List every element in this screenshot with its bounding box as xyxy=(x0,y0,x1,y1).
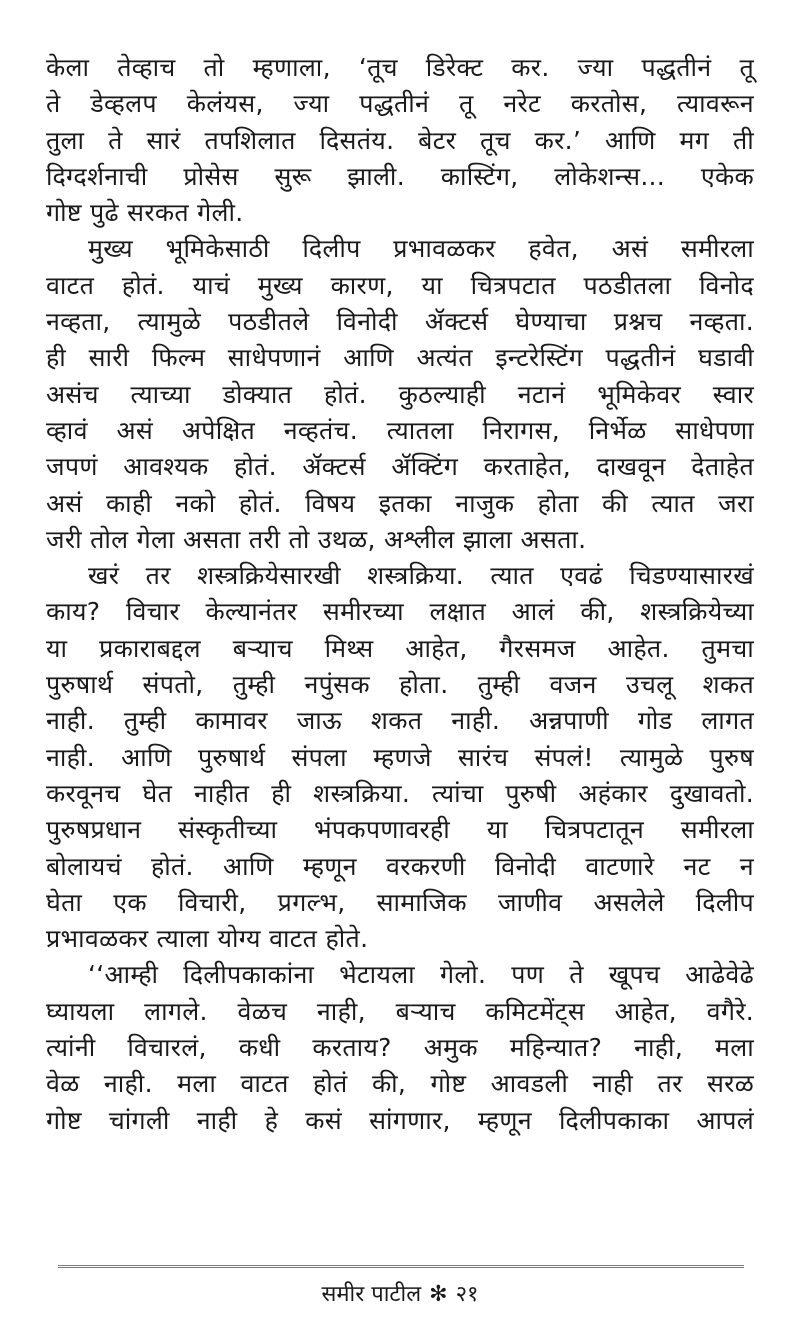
asterisk-icon: ✻ xyxy=(429,1282,448,1307)
text-line: घेता एक विचारी, प्रगल्भ, सामाजिक जाणीव असलेले दिलीप xyxy=(46,887,754,917)
text-line: वेळ नाही. मला वाटत होतं की, गोष्ट आवडली नाही तर सरळ xyxy=(46,1069,754,1099)
text-line: खरं तर शस्त्रक्रियेसारखी शस्त्रक्रिया. त्यात एवढं चिडण्यासारखं xyxy=(88,561,754,591)
text-line: दिग्दर्शनाची प्रोसेस सुरू झाली. कास्टिंग, लोकेशन्स... एकेक xyxy=(46,161,754,191)
text-line: असं काही नको होतं. विषय इतका नाजुक होता की त्यात जरा xyxy=(46,488,754,518)
text-line: पुरुषार्थ संपतो, तुम्ही नपुंसक होता. तुम्ही वजन उचलू शकत xyxy=(46,670,754,700)
text-line: नाही. आणि पुरुषार्थ संपला म्हणजे सारंच संपलं! त्यामुळे पुरुष xyxy=(46,742,754,772)
text-line: नव्हता, त्यामुळे पठडीतले विनोदी ॲक्टर्स घेण्याचा प्रश्नच नव्हता. xyxy=(46,307,754,337)
text-line: जरी तोल गेला असता तरी तो उथळ, अश्लील झाला असता. xyxy=(46,524,587,554)
page-number: २१ xyxy=(455,1282,479,1307)
text-line: गोष्ट चांगली नाही हे कसं सांगणार, म्हणून दिलीपकाका आपलं xyxy=(46,1105,754,1135)
text-line: ‘‘आम्ही दिलीपकाकांना भेटायला गेलो. पण ते खूपच आढेवेढे xyxy=(88,960,754,990)
text-line: त्यांनी विचारलं, कधी करताय? अमुक महिन्यात? नाही, मला xyxy=(46,1033,754,1063)
paragraph-1 xyxy=(46,50,754,231)
text-line: असंच त्याच्या डोक्यात होतं. कुठल्याही नटानं भूमिकेवर स्वार xyxy=(46,379,754,409)
text-line: पुरुषप्रधान संस्कृतीच्या भंपकपणावरही या चित्रपटातून समीरला xyxy=(46,815,754,845)
text-line: केला तेव्हाच तो म्हणाला, ‘तूच डिरेक्ट कर. ज्या पद्धतीनं तू xyxy=(46,53,754,82)
paragraph-4 xyxy=(46,957,754,1138)
text-line: गोष्ट पुढे सरकत गेली. xyxy=(46,198,244,228)
text-line: वाटत होतं. याचं मुख्य कारण, या चित्रपटात पठडीतला विनोद xyxy=(46,270,754,300)
text-line: व्हावं असं अपेक्षित नव्हतंच. त्यातला निरागस, निर्भेळ साधेपणा xyxy=(46,415,754,445)
text-line: घ्यायला लागले. वेळच नाही, बऱ्याच कमिटमेंट्स आहेत, वगैरे. xyxy=(46,996,754,1026)
body-text xyxy=(46,50,754,1139)
text-line: नाही. तुम्ही कामावर जाऊ शकत नाही. अन्नपाणी गोड लागत xyxy=(46,706,754,736)
text-line: ते डेव्हलप केलंयस, ज्या पद्धतीनं तू नरेट करतोस, त्यावरून xyxy=(46,89,754,119)
footer-author: समीर पाटील xyxy=(321,1282,422,1307)
text-line: प्रभावळकर त्याला योग्य वाटत होते. xyxy=(46,924,369,954)
page-footer xyxy=(0,1280,800,1310)
footer-divider xyxy=(58,1265,744,1268)
text-line: करवूनच घेत नाहीत ही शस्त्रक्रिया. त्यांचा पुरुषी अहंकार दुखावतो. xyxy=(46,778,754,808)
text-line: तुला ते सारं तपशिलात दिसतंय. बेटर तूच कर.’ आणि मग ती xyxy=(46,125,754,155)
text-line: या प्रकाराबद्दल बऱ्याच मिथ्स आहेत, गैरसमज आहेत. तुमचा xyxy=(46,633,754,663)
text-line: मुख्य भूमिकेसाठी दिलीप प्रभावळकर हवेत, असं समीरला xyxy=(88,234,754,264)
paragraph-2 xyxy=(46,231,754,558)
text-line: बोलायचं होतं. आणि म्हणून वरकरणी विनोदी वाटणारे नट न xyxy=(46,851,754,881)
paragraph-3 xyxy=(46,558,754,957)
text-line: जपणं आवश्यक होतं. ॲक्टर्स ॲक्टिंग करताहेत, दाखवून देताहेत xyxy=(46,452,754,482)
text-line: ही सारी फिल्म साधेपणानं आणि अत्यंत इन्टरेस्टिंग पद्धतीनं घडावी xyxy=(46,343,754,373)
text-line: काय? विचार केल्यानंतर समीरच्या लक्षात आलं की, शस्त्रक्रियेच्या xyxy=(46,597,754,627)
